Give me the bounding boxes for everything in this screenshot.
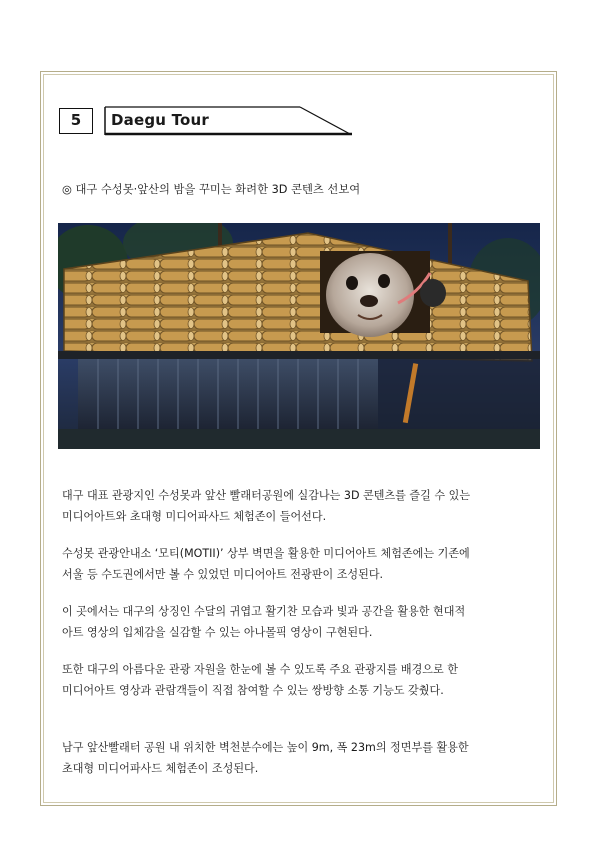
paragraph-line: 또한 대구의 아름다운 관광 자원을 한눈에 볼 수 있도록 주요 관광지를 배경으로 한 xyxy=(62,663,458,676)
paragraph-4 xyxy=(62,659,542,701)
paragraph-3 xyxy=(62,601,542,643)
subtitle: ◎ 대구 수성못·앞산의 밤을 꾸미는 화려한 3D 콘텐츠 선보여 xyxy=(62,183,361,196)
paragraph-line: 초대형 미디어파사드 체험존이 조성된다. xyxy=(62,762,259,775)
section-title-box xyxy=(104,106,354,136)
media-art-photo xyxy=(58,223,540,449)
paragraph-line: 이 곳에서는 대구의 상징인 수달의 귀엽고 활기찬 모습과 빛과 공간을 활용한 현대적 xyxy=(62,605,466,618)
paragraph-2 xyxy=(62,543,542,585)
section-title: Daegu Tour xyxy=(111,111,210,129)
paragraph-5 xyxy=(62,737,542,779)
section-number: 5 xyxy=(59,108,93,134)
paragraph-line: 대구 대표 관광지인 수성못과 앞산 빨래터공원에 실감나는 3D 콘텐츠를 즐길 수 있는 xyxy=(62,489,471,502)
paragraph-1 xyxy=(62,485,542,527)
paragraph-line: 미디어아트와 초대형 미디어파사드 체험존이 들어선다. xyxy=(62,510,327,523)
paragraph-line: 남구 앞산빨래터 공원 내 위치한 벽천분수에는 높이 9m, 폭 23m의 정면부를 활용한 xyxy=(62,741,469,754)
paragraph-line: 아트 영상의 입체감을 실감할 수 있는 아나몰픽 영상이 구현된다. xyxy=(62,626,373,639)
paragraph-line: 미디어아트 영상과 관람객들이 직접 참여할 수 있는 쌍방향 소통 기능도 갖췄다. xyxy=(62,684,444,697)
paragraph-line: 수성못 관광안내소 ‘모티(MOTII)’ 상부 벽면을 활용한 미디어아트 체험존에는 기존에 xyxy=(62,547,470,560)
paragraph-line: 서울 등 수도권에서만 볼 수 있었던 미디어아트 전광판이 조성된다. xyxy=(62,568,384,581)
